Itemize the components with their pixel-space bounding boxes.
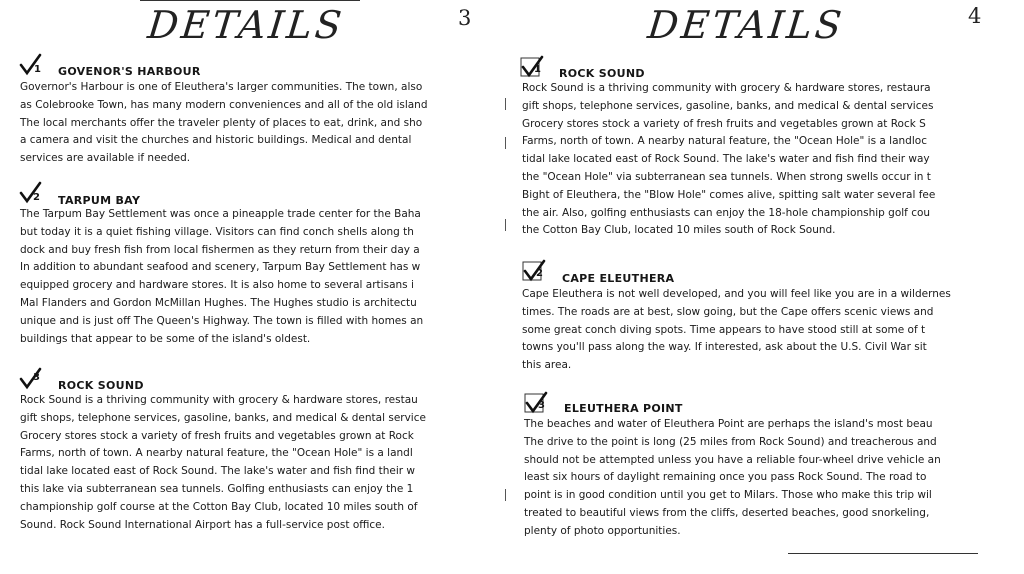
body-line: The Tarpum Bay Settlement was once a pineapple trade center for the Baha (20, 208, 421, 220)
page-number: 3 (458, 6, 472, 30)
body-line: Mal Flanders and Gordon McMillan Hughes. The Hughes studio is architectu (20, 296, 417, 309)
body-line: Grocery stores stock a variety of fresh fruits and vegetables grown at Rock (20, 429, 414, 442)
body-line: the air. Also, golfing enthusiasts can enjoy the 18-hole championship golf cou (522, 206, 931, 219)
body-line: this lake via subterranean sea tunnels. Golfing enthusiasts can enjoy the 1 (20, 482, 414, 495)
body-line: equipped grocery and hardware stores. It is also home to several artisans i (20, 279, 414, 292)
body-line: towns you'll pass along the way. If interested, ask about the U.S. Civil War sit (522, 341, 927, 354)
checkmark-icon (522, 258, 548, 284)
right-page (510, 0, 1024, 574)
entry-number: 2 (536, 268, 543, 279)
body-line: plenty of photo opportunities. (524, 524, 681, 537)
page-number: 4 (968, 4, 982, 28)
page-gutter (502, 0, 510, 574)
body-line: Rock Sound is a thriving community with grocery & hardware stores, restaura (522, 82, 931, 94)
top-rule (140, 0, 360, 1)
checkmark-icon (520, 54, 546, 80)
entry-body (522, 80, 935, 240)
gutter-mark (505, 137, 506, 149)
entry-heading: GOVENOR'S HARBOUR (58, 65, 201, 78)
body-line: point is in good condition until you get to Milars. Those who make this trip wil (524, 489, 932, 502)
body-line: times. The roads are at best, slow going, but the Cape offers scenic views and (522, 305, 934, 318)
bottom-rule (788, 553, 978, 554)
page-title: DETAILS (645, 3, 847, 47)
entry-number: 2 (33, 192, 40, 203)
entry-number: 3 (538, 400, 545, 411)
gutter-mark (505, 489, 506, 501)
body-line: Bight of Eleuthera, the "Blow Hole" comes alive, spitting salt water several fee (522, 188, 936, 201)
entry-number: 3 (33, 372, 40, 383)
left-page (0, 0, 498, 574)
entry-body (20, 206, 423, 348)
body-line: tidal lake located east of Rock Sound. The lake's water and fish find their way (522, 153, 930, 166)
body-line: Farms, north of town. A nearby natural feature, the "Ocean Hole" is a landloc (522, 135, 927, 148)
body-line: this area. (522, 359, 572, 372)
body-line: but today it is a quiet fishing village. Visitors can find conch shells along th (20, 225, 414, 238)
body-line: as Colebrooke Town, has many modern conveniences and all of the old island (20, 98, 428, 111)
entry-body (20, 79, 428, 168)
body-line: Sound. Rock Sound International Airport has a full-service post office. (20, 518, 385, 531)
checkmark-icon (524, 390, 550, 416)
body-line: The drive to the point is long (25 miles from Rock Sound) and treacherous and (524, 435, 937, 448)
entry-body (524, 416, 941, 541)
body-line: least six hours of daylight remaining once you pass Rock Sound. The road to (524, 471, 927, 484)
body-line: the Cotton Bay Club, located 10 miles south of Rock Sound. (522, 224, 836, 237)
body-line: a camera and visit the churches and historic buildings. Medical and dental (20, 134, 412, 147)
body-line: services are available if needed. (20, 152, 191, 165)
body-line: should not be attempted unless you have a reliable four-wheel drive vehicle an (524, 453, 941, 466)
gutter-mark (505, 98, 506, 110)
body-line: unique and is just off The Queen's Highway. The town is filled with homes an (20, 314, 424, 327)
entry-heading: ROCK SOUND (58, 379, 144, 392)
page-title: DETAILS (145, 3, 347, 47)
entry-number: 1 (34, 64, 41, 75)
checkmark-icon (18, 180, 44, 206)
body-line: The local merchants offer the traveler plenty of places to eat, drink, and sho (20, 116, 423, 129)
gutter-mark (505, 219, 506, 231)
entry-number: 1 (534, 64, 541, 75)
body-line: treated to beautiful views from the cliffs, deserted beaches, good snorkeling, (524, 506, 930, 519)
body-line: buildings that appear to be some of the island's oldest. (20, 332, 311, 345)
entry-body (20, 392, 426, 534)
checkmark-icon (18, 366, 44, 392)
body-line: In addition to abundant seafood and scenery, Tarpum Bay Settlement has w (20, 261, 421, 274)
body-line: Farms, north of town. A nearby natural feature, the "Ocean Hole" is a landl (20, 447, 413, 460)
entry-body (522, 286, 951, 375)
body-line: gift shops, telephone services, gasoline, banks, and medical & dental service (20, 411, 426, 424)
entry-heading: ELEUTHERA POINT (564, 402, 683, 415)
body-line: some great conch diving spots. Time appears to have stood still at some of t (522, 323, 926, 336)
body-line: dock and buy fresh fish from local fishermen as they return from their day a (20, 243, 420, 256)
body-line: gift shops, telephone services, gasoline, banks, and medical & dental services (522, 99, 934, 112)
entry-heading: CAPE ELEUTHERA (562, 272, 675, 285)
body-line: tidal lake located east of Rock Sound. The lake's water and fish find their w (20, 465, 415, 478)
body-line: Cape Eleuthera is not well developed, and you will feel like you are in a wildernes (522, 288, 951, 300)
entry-heading: ROCK SOUND (559, 67, 645, 80)
body-line: Grocery stores stock a variety of fresh fruits and vegetables grown at Rock S (522, 117, 926, 130)
body-line: championship golf course at the Cotton Bay Club, located 10 miles south of (20, 500, 418, 513)
body-line: Rock Sound is a thriving community with grocery & hardware stores, restau (20, 394, 418, 406)
entry-heading: TARPUM BAY (58, 194, 141, 207)
body-line: the "Ocean Hole" via subterranean sea tunnels. When strong swells occur in t (522, 170, 931, 183)
body-line: Governor's Harbour is one of Eleuthera's larger communities. The town, also (20, 81, 423, 93)
body-line: The beaches and water of Eleuthera Point are perhaps the island's most beau (524, 418, 933, 430)
